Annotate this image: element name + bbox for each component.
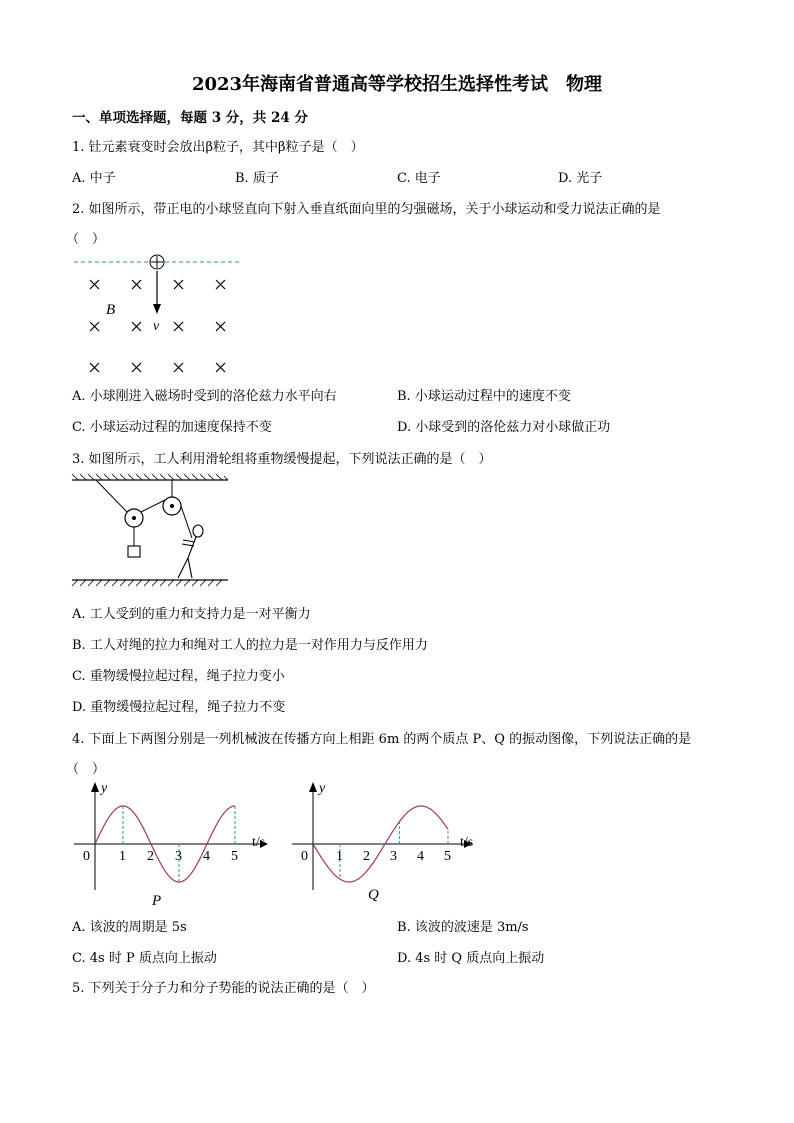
- field-label-b: B: [106, 302, 116, 318]
- q3-option-a: A. 工人受到的重力和支持力是一对平衡力: [72, 607, 311, 622]
- q-tick-label: 3: [390, 849, 397, 864]
- p-tick-label: 2: [147, 849, 154, 864]
- rope-anchor: [96, 480, 127, 512]
- weight-box: [128, 546, 140, 557]
- question-4-stem: 4. 下面上下两图分别是一列机械波在传播方向上相距 6m 的两个质点 P、Q 的振动图像，下列说法正确的是: [72, 732, 692, 747]
- p-caption: P: [152, 893, 162, 909]
- p-tick-label: 0: [83, 849, 90, 864]
- q-x-label: t/s: [460, 835, 474, 850]
- question-3-stem: 3. 如图所示，工人利用滑轮组将重物缓慢提起，下列说法正确的是（ ）: [72, 452, 492, 467]
- rope-middle: [141, 500, 165, 512]
- p-tick-label: 4: [203, 849, 210, 864]
- p-tick-label: 1: [119, 849, 126, 864]
- question-2-paren: （ ）: [66, 232, 106, 247]
- magnetic-field-figure: [70, 250, 250, 378]
- q2-option-b: B. 小球运动过程中的速度不变: [397, 389, 571, 404]
- q-tick-label: 5: [444, 849, 451, 864]
- question-2-stem: 2. 如图所示，带正电的小球竖直向下射入垂直纸面向里的匀强磁场，关于小球运动和受力说法正确的是: [72, 202, 661, 217]
- p-tick-label: 5: [231, 849, 238, 864]
- q4-option-c: C. 4s 时 P 质点向上振动: [72, 951, 217, 966]
- q-tick-label: 2: [363, 849, 370, 864]
- p-tick-label: 3: [175, 849, 182, 864]
- question-1-stem: 1. 钍元素衰变时会放出β粒子，其中β粒子是（ ）: [72, 140, 364, 155]
- q2-option-c: C. 小球运动过程的加速度保持不变: [72, 420, 272, 435]
- q2-option-a: A. 小球刚进入磁场时受到的洛伦兹力水平向右: [72, 389, 337, 404]
- q-tick-label: 4: [417, 849, 424, 864]
- q4-option-b: B. 该波的波速是 3m/s: [397, 920, 529, 935]
- q-caption: Q: [368, 887, 379, 903]
- q1-option-b: B. 质子: [235, 171, 279, 186]
- ceiling-hatch: [72, 474, 228, 480]
- q2-option-d: D. 小球受到的洛伦兹力对小球做正功: [397, 420, 611, 435]
- q3-option-b: B. 工人对绳的拉力和绳对工人的拉力是一对作用力与反作用力: [72, 638, 428, 653]
- vibration-graph-q: [288, 778, 498, 910]
- ground-hatch: [72, 580, 222, 586]
- q-y-label: y: [319, 781, 326, 796]
- q4-option-a: A. 该波的周期是 5s: [72, 920, 187, 935]
- positive-charge-ball: [150, 255, 164, 269]
- p-tick-labels: [83, 849, 238, 864]
- q4-option-d: D. 4s 时 Q 质点向上振动: [397, 951, 545, 966]
- velocity-arrowhead: [153, 304, 161, 314]
- vibration-graph-p: [70, 778, 285, 910]
- q3-option-c: C. 重物缓慢拉起过程，绳子拉力变小: [72, 669, 285, 684]
- q1-option-d: D. 光子: [558, 171, 603, 186]
- velocity-label-v: v: [153, 319, 160, 334]
- question-4-paren: （ ）: [66, 762, 106, 777]
- p-y-label: y: [101, 781, 108, 796]
- pulley-figure: [70, 474, 230, 592]
- paper-title: 2023年海南省普通高等学校招生选择性考试 物理: [191, 74, 603, 95]
- question-5-stem: 5. 下列关于分子力和分子势能的说法正确的是（ ）: [72, 981, 375, 996]
- section-heading: 一、单项选择题，每题 3 分，共 24 分: [72, 110, 308, 126]
- q1-option-c: C. 电子: [397, 171, 441, 186]
- q-tick-label: 1: [336, 849, 343, 864]
- q1-option-a: A. 中子: [72, 171, 116, 186]
- rope-to-worker: [181, 506, 192, 538]
- p-x-label: t/s: [252, 835, 266, 850]
- q-tick-label: 0: [301, 849, 308, 864]
- q3-option-d: D. 重物缓慢拉起过程，绳子拉力不变: [72, 700, 286, 715]
